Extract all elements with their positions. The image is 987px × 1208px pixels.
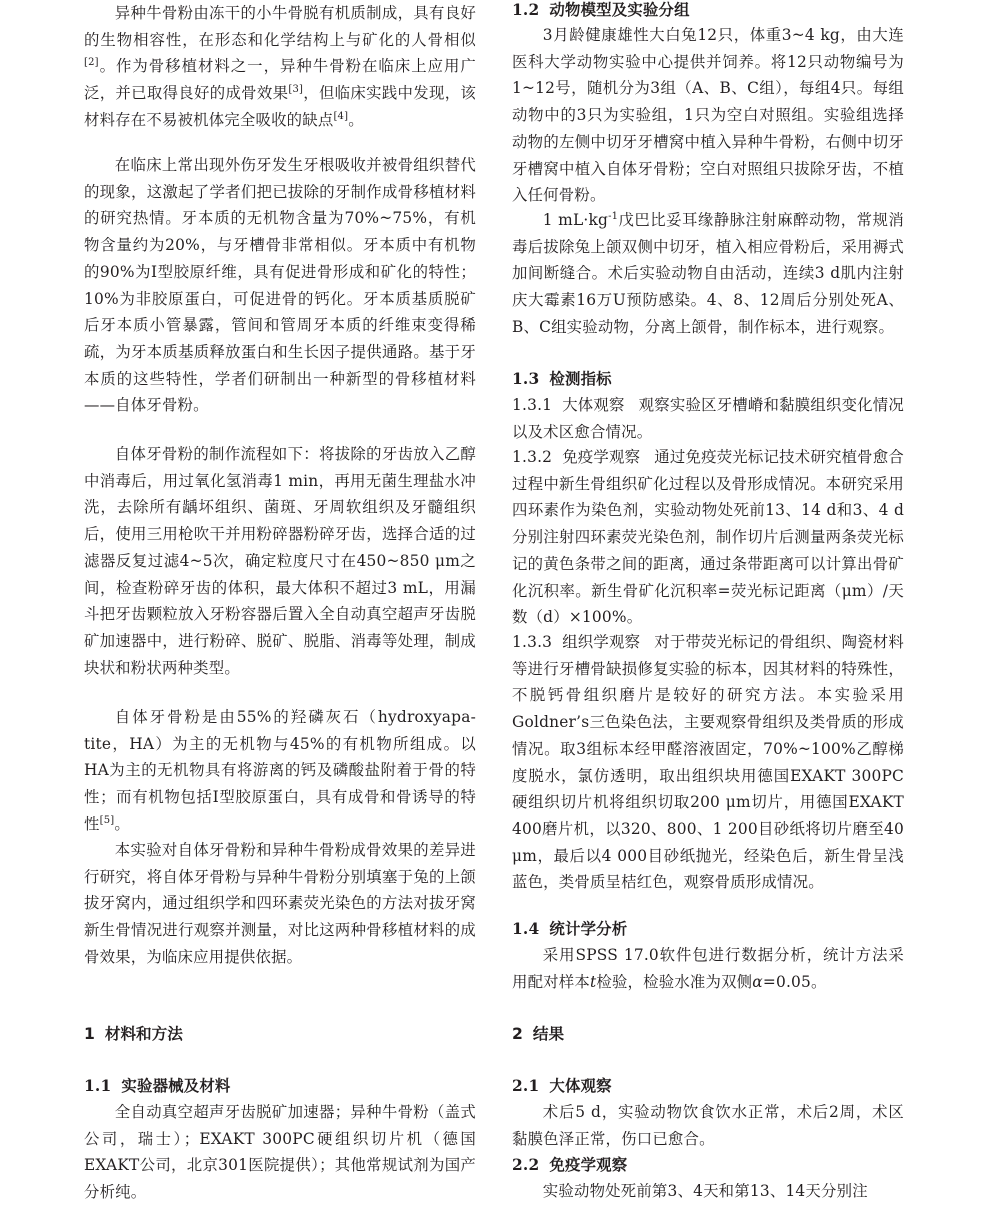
gross-result-paragraph: 术后5 d，实验动物饮食饮水正常，术后2周，术区黏膜色泽正常，伤口已愈合。 [512,1103,904,1148]
intro-paragraph-composition: 自体牙骨粉是由55%的羟磷灰石（hydroxyapa-tite，HA）为主的无机物与45%的有机物所组成。以HA为主的无机物具有将游离的钙及磷酸盐附着于骨的特性；而有机物包括Ⅰ型胶原蛋白，具有成骨和骨诱导的特性[5]。 [84,708,476,833]
intro-paragraph-aim: 本实验对自体牙骨粉和异种牛骨粉成骨效果的差异进行研究，将自体牙骨粉与异种牛骨粉分别填塞于兔的上颌拔牙窝内，通过组织学和四环素荧光染色的方法对拔牙窝新生骨情况进行观察并测量，对比这两种骨移植材料的成骨效果，为临床应用提供依据。 [84,841,476,966]
intro-paragraph-procedure: 自体牙骨粉的制作流程如下：将拔除的牙齿放入乙醇中消毒后，用过氧化氢消毒1 min，再用无菌生理盐水冲洗，去除所有龋坏组织、菌斑、牙周软组织及牙髓组织后，使用三用枪吹干并用粉碎器粉碎牙齿，选择合适的过滤器反复过滤4~5次，确定粒度尺寸在450~850 μm之间，检查粉碎牙齿的体积，最大体积不超过3 mL，用漏斗把牙齿颗粒放入牙粉容器后置入全自动真空超声牙齿脱矿加速器中，进行粉碎、脱矿、脱脂、消毒等处理，制成块状和粉状两种类型。 [84,445,476,677]
intro-paragraph-dentin: 在临床上常出现外伤牙发生牙根吸收并被骨组织替代的现象，这激起了学者们把已拔除的牙制作成骨移植材料的研究热情。牙本质的无机物含量为70%~75%，有机物含量约为20%，与牙槽骨非常相似。牙本质中有机物的90%为Ⅰ型胶原纤维，具有促进骨形成和矿化的特性；10%为非胶原蛋白，可促进骨的钙化。牙本质基质脱矿后牙本质小管暴露，管间和管周牙本质的纤维束变得稀疏，为牙本质基质释放蛋白和生长因子提供通路。基于牙本质的这些特性，学者们研制出一种新型的骨移植材料——自体牙骨粉。 [84,156,476,415]
section-heading-results: 2 结果 [512,1025,565,1043]
surgery-paragraph: 1 mL·kg$^{-1}$戊巴比妥耳缘静脉注射麻醉动物，常规消毒后拔除兔上颌双侧中切牙，植入相应骨粉后，采用褥式加间断缝合。术后实验动物自由活动，连续3 d肌内注射庆大霉素16万U预防感染。4、8、12周后分别处死A、B、C组实验动物，分离上颌骨，制作标本，进行观察。 [512,210,904,336]
subsection-heading-2-1: 2.1 大体观察 [512,1077,612,1095]
citation-ref[interactable]: [3] [288,83,304,95]
citation-ref[interactable]: [2] [84,57,99,69]
citation-ref[interactable]: [5] [99,814,115,826]
citation-ref[interactable]: [4] [333,110,349,122]
statistics-paragraph: 采用SPSS 17.0软件包进行数据分析，统计方法采用配对样本t检验，检验水准为双侧α=0.05。 [512,946,904,991]
subsection-heading-1-1: 1.1 实验器械及材料 [84,1077,231,1095]
subsection-heading-1-4: 1.4 统计学分析 [512,920,628,938]
subsection-heading-1-3: 1.3 检测指标 [512,370,612,388]
intro-paragraph-bovine: 异种牛骨粉由冻干的小牛骨脱有机质制成，具有良好的生物相容性，在形态和化学结构上与矿化的人骨相似[2]。作为骨移植材料之一，异种牛骨粉在临床上应用广泛，并已取得良好的成骨效果[3]，但临床实践中发现，该材料存在不易被机体完全吸收的缺点[4]。 [84,4,477,129]
immunology-result-paragraph: 实验动物处死前第3、4天和第13、14天分别注 [542,1182,868,1200]
gross-observation-paragraph: 1.3.1 大体观察 观察实验区牙槽嵴和黏膜组织变化情况以及术区愈合情况。 [512,396,904,441]
histology-paragraph: 1.3.3 组织学观察 对于带荧光标记的骨组织、陶瓷材料等进行牙槽骨缺损修复实验的标本，因其材料的特殊性，不脱钙骨组织磨片是较好的研究方法。本实验采用Goldner’s三色染色法，主要观察骨组织及类骨质的形成情况。取3组标本经甲醛溶液固定，70%~100%乙醇梯度脱水，氯仿透明，取出组织块用德国EXAKT 300PC硬组织切片机将组织切取200 μm切片，用德国EXAKT 400磨片机，以320、800、1 200目砂纸将切片磨至40 μm，最后以4 000目砂纸抛光，经染色后，新生骨呈浅蓝色，类骨质呈桔红色，观察骨质形成情况。 [512,633,904,892]
subsection-heading-2-2: 2.2 免疫学观察 [512,1156,628,1174]
materials-paragraph: 全自动真空超声牙齿脱矿加速器；异种牛骨粉（盖式公司，瑞士）；EXAKT 300PC硬组织切片机（德国EXAKT公司，北京301医院提供）；其他常规试剂为国产分析纯。 [84,1103,476,1202]
section-heading-methods: 1 材料和方法 [84,1025,183,1043]
subsection-heading-1-2: 1.2 动物模型及实验分组 [512,1,690,19]
animal-model-paragraph: 3月龄健康雄性大白兔12只，体重3~4 kg，由大连医科大学动物实验中心提供并饲养。将12只动物编号为1~12号，随机分为3组（A、B、C组），每组4只。每组动物中的3只为实验组，1只为空白对照组。实验组选择动物的左侧中切牙牙槽窝中植入异种牛骨粉，右侧中切牙牙槽窝中植入自体牙骨粉；空白对照组只拔除牙齿，不植入任何骨粉。 [512,26,904,205]
immunology-paragraph: 1.3.2 免疫学观察 通过免疫荧光标记技术研究植骨愈合过程中新生骨组织矿化过程以及骨形成情况。本研究采用四环素作为染色剂，实验动物处死前13、14 d和3、4 d分别注射四环素荧光染色剂，制作切片后测量两条荧光标记的黄色条带之间的距离，通过条带距离可以计算出骨矿化沉积率。新生骨矿化沉积率=荧光标记距离（μm）/天数（d）×100%。 [512,448,904,627]
